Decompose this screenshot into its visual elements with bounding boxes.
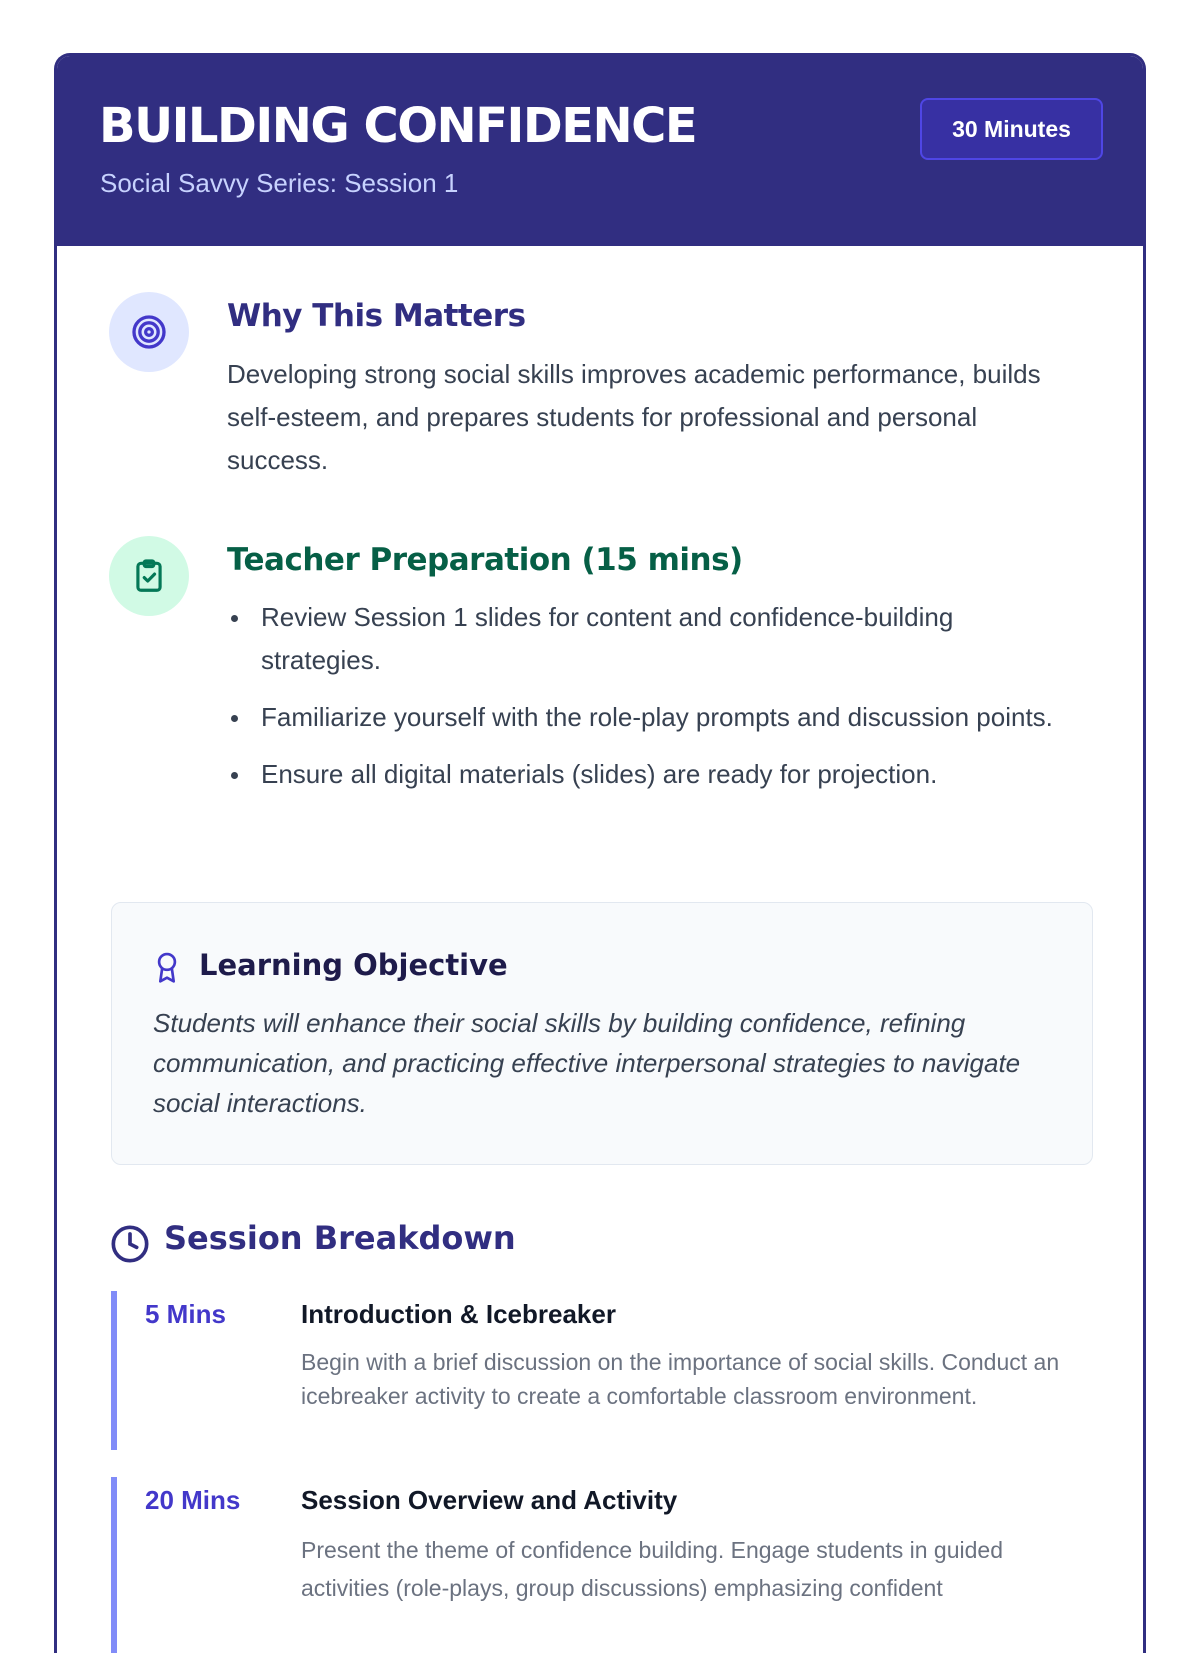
clipboard-check-icon (109, 536, 189, 616)
bullet-icon (231, 772, 238, 779)
award-ribbon-icon (152, 951, 182, 989)
prep-item (227, 753, 1077, 796)
clock-icon (110, 1224, 150, 1268)
prep-heading: Teacher Preparation (15 mins) (227, 542, 743, 578)
prep-item (227, 696, 1077, 739)
step-time: 5 Mins (145, 1299, 226, 1329)
step-time: 20 Mins (145, 1485, 241, 1515)
bullet-icon (231, 715, 238, 722)
breakdown-step (111, 1477, 1091, 1653)
target-icon (109, 292, 189, 372)
step-title: Introduction & Icebreaker (301, 1299, 616, 1329)
bullet-icon (231, 615, 238, 622)
objective-heading: Learning Objective (199, 948, 508, 982)
step-description: Begin with a brief discussion on the importance of social skills. Conduct an icebreaker activity to create a comfortable classroom environment. (301, 1349, 1060, 1409)
learning-objective-box (111, 902, 1093, 1165)
step-title: Session Overview and Activity (301, 1485, 678, 1515)
duration-badge: 30 Minutes (920, 98, 1103, 160)
lesson-card (54, 53, 1146, 1653)
why-heading: Why This Matters (227, 298, 526, 334)
objective-text: Students will enhance their social skills by building confidence, refining communication, and practicing effective interpersonal strategies to navigate social interactions. (153, 1008, 1021, 1118)
prep-item-text: Ensure all digital materials (slides) are ready for projection. (261, 759, 938, 789)
step-description: Present the theme of confidence building. Engage students in guided activities (role-plays, group discussions) emphasizing confident (301, 1537, 1003, 1601)
prep-item (227, 596, 1077, 682)
lesson-header (57, 56, 1143, 246)
prep-item-text: Familiarize yourself with the role-play prompts and discussion points. (261, 702, 1053, 732)
prep-item-text: Review Session 1 slides for content and confidence-building strategies. (261, 602, 954, 675)
why-text: Developing strong social skills improves academic performance, builds self-esteem, and prepares students for professional and personal success. (227, 359, 1041, 475)
breakdown-step (111, 1291, 1091, 1450)
lesson-subtitle: Social Savvy Series: Session 1 (100, 168, 459, 198)
lesson-title: BUILDING CONFIDENCE (99, 98, 697, 154)
prep-list (227, 596, 1077, 810)
breakdown-heading: Session Breakdown (164, 1219, 516, 1257)
